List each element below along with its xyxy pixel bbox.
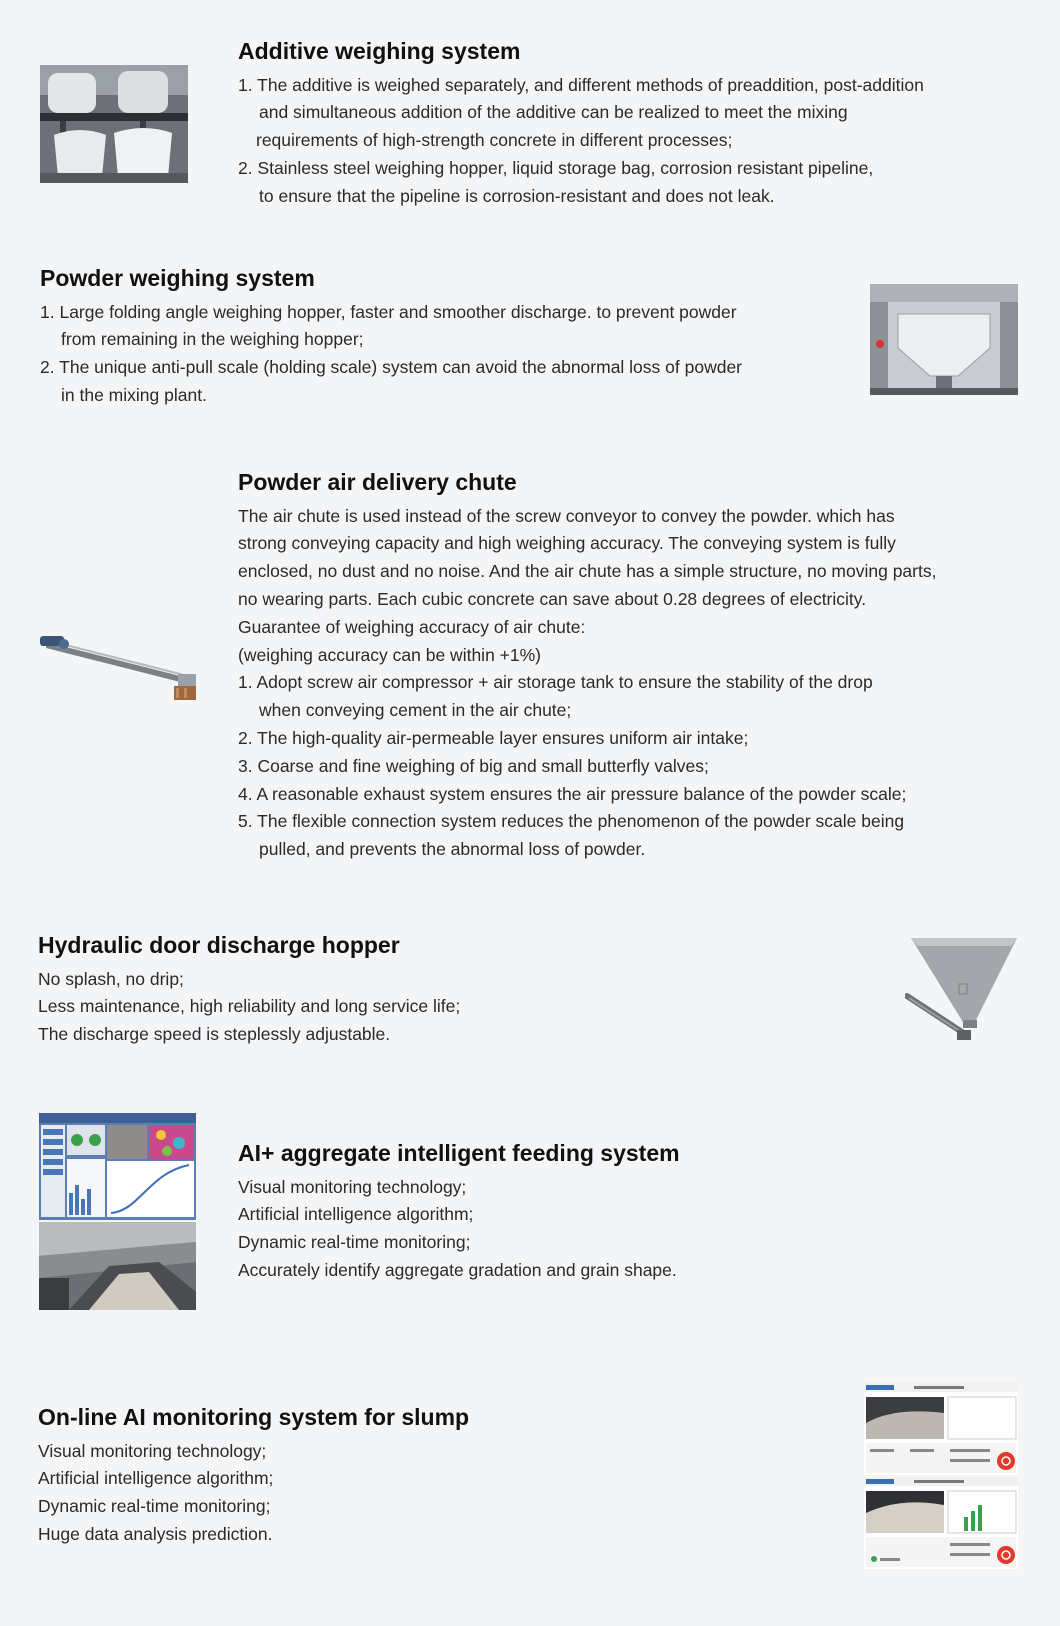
text-line: Huge data analysis prediction. [38,1523,273,1544]
text-line: 2. The high-quality air-permeable layer ensures uniform air intake; [238,727,749,748]
text-line: and simultaneous addition of the additive can be realized to meet the mixing [259,102,848,123]
discharge-hopper-photo [905,934,1020,1046]
text-line: Visual monitoring technology; [38,1440,267,1461]
section-title: On-line AI monitoring system for slump [38,1404,470,1430]
text-line: The discharge speed is steplessly adjustable. [38,1024,391,1045]
section-ai-feeding [238,1140,1038,1285]
text-line: Dynamic real-time monitoring; [38,1496,271,1517]
section-powder-weighing [40,265,840,410]
text-line: Visual monitoring technology; [238,1176,467,1197]
additive-weighing-photo [40,65,188,183]
slump-monitor-screenshot-2 [864,1477,1018,1569]
text-line: The air chute is used instead of the screw conveyor to convey the powder. which has [238,505,895,526]
section-additive-weighing [238,38,1038,211]
text-line: 1. Large folding angle weighing hopper, faster and smoother discharge. to prevent powder [40,301,737,322]
text-line: pulled, and prevents the abnormal loss of powder. [259,839,646,860]
text-line: no wearing parts. Each cubic concrete can save about 0.28 degrees of electricity. [238,588,867,609]
section-hydraulic-hopper [38,932,838,1049]
section-title: AI+ aggregate intelligent feeding system [238,1140,680,1166]
text-line: Dynamic real-time monitoring; [238,1232,471,1253]
text-line: Artificial intelligence algorithm; [238,1204,474,1225]
text-line: 1. Adopt screw air compressor + air storage tank to ensure the stability of the drop [238,672,873,693]
text-line: in the mixing plant. [61,384,207,405]
text-line: 1. The additive is weighed separately, and different methods of preaddition, post-addition [238,74,924,95]
text-line: 4. A reasonable exhaust system ensures the air pressure balance of the powder scale; [238,783,907,804]
section-title: Hydraulic door discharge hopper [38,932,400,958]
text-line: requirements of high-strength concrete in different processes; [256,130,733,151]
text-line: Less maintenance, high reliability and long service life; [38,996,461,1017]
ai-feeding-software-screenshot [39,1113,196,1220]
text-line: Accurately identify aggregate gradation and grain shape. [238,1259,677,1280]
text-line: from remaining in the weighing hopper; [61,329,364,350]
section-slump-monitoring [38,1404,838,1549]
section-air-delivery-chute [238,469,1038,864]
text-line: Guarantee of weighing accuracy of air chute: [238,616,586,637]
section-title: Powder air delivery chute [238,469,517,495]
aggregate-conveyor-photo [39,1222,196,1310]
text-line: 2. Stainless steel weighing hopper, liquid storage bag, corrosion resistant pipeline, [238,157,874,178]
section-title: Powder weighing system [40,265,315,291]
text-line: (weighing accuracy can be within +1%) [238,644,542,665]
powder-hopper-photo [870,284,1018,395]
text-line: Artificial intelligence algorithm; [38,1468,274,1489]
text-line: 2. The unique anti-pull scale (holding scale) system can avoid the abnormal loss of powder [40,357,743,378]
text-line: when conveying cement in the air chute; [259,700,572,721]
section-title: Additive weighing system [238,38,521,64]
text-line: No splash, no drip; [38,968,184,989]
text-line: 3. Coarse and fine weighing of big and small butterfly valves; [238,755,709,776]
text-line: enclosed, no dust and no noise. And the air chute has a simple structure, no moving parts, [238,561,937,582]
text-line: to ensure that the pipeline is corrosion-resistant and does not leak. [259,185,775,206]
text-line: 5. The flexible connection system reduces the phenomenon of the powder scale being [238,811,905,832]
air-chute-photo [38,630,200,702]
slump-monitor-screenshot-1 [864,1383,1018,1475]
text-line: strong conveying capacity and high weighing accuracy. The conveying system is fully [238,533,896,554]
